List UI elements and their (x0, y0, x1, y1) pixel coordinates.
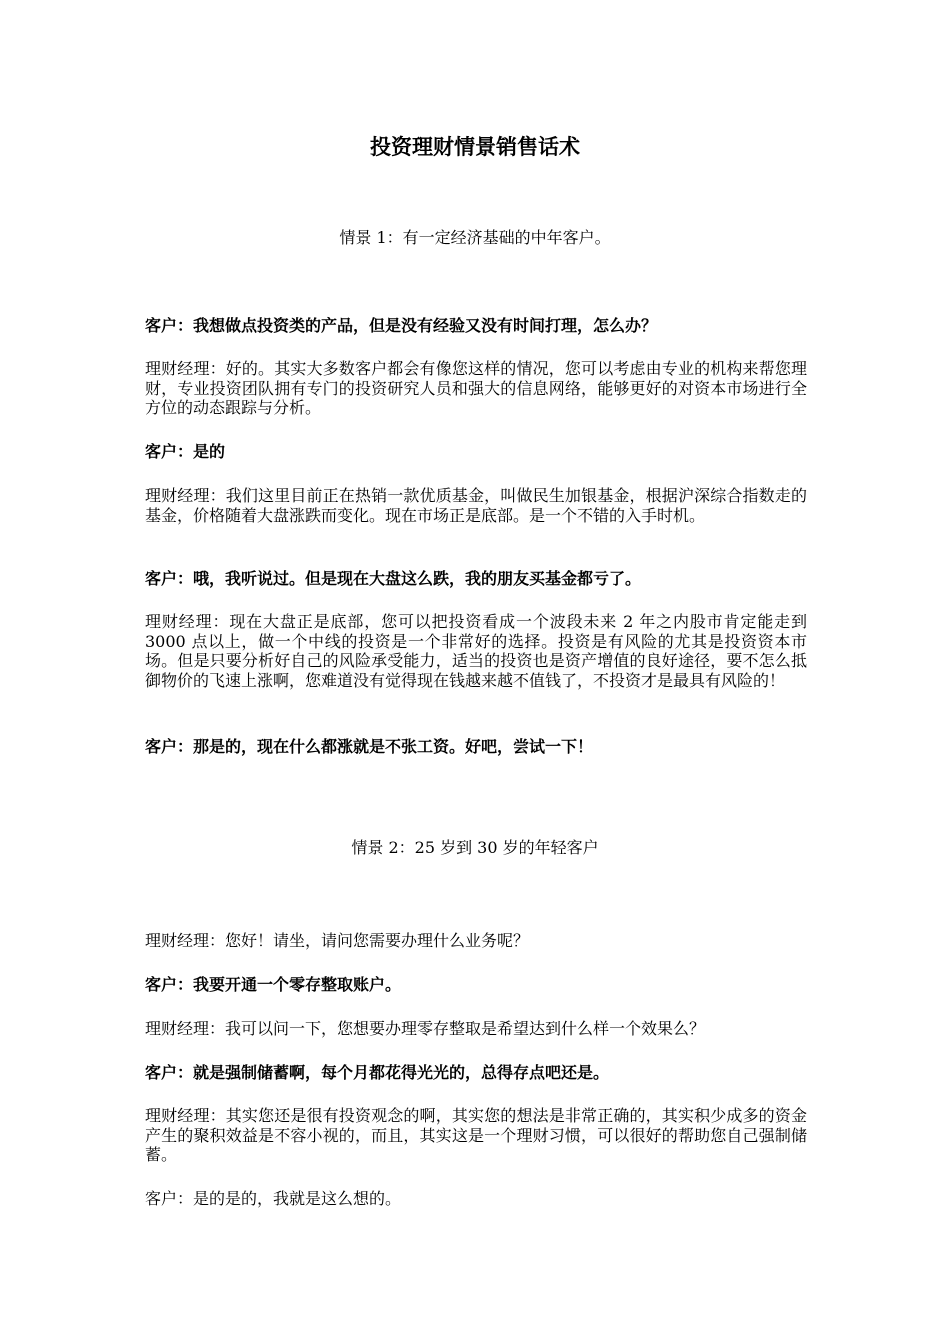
scene1-manager-line-2: 理财经理：我们这里目前正在热销一款优质基金，叫做民生加银基金，根据沪深综合指数走的基金，价格随着大盘涨跌而变化。现在市场正是底部。是一个不错的入手时机。 (145, 486, 807, 525)
scene1-customer-line-1: 客户：我想做点投资类的产品，但是没有经验又没有时间打理，怎么办？ (145, 316, 658, 335)
document-title: 投资理财情景销售话术 (370, 134, 580, 159)
scene2-manager-line-3: 理财经理：其实您还是很有投资观念的啊，其实您的想法是非常正确的，其实积少成多的资金产生的聚积效益是不容小视的，而且，其实这是一个理财习惯，可以很好的帮助您自己强制储蓄。 (145, 1106, 807, 1164)
scene1-manager-line-1: 理财经理：好的。其实大多数客户都会有像您这样的情况，您可以考虑由专业的机构来帮您理财，专业投资团队拥有专门的投资研究人员和强大的信息网络，能够更好的对资本市场进行全方位的动态跟踪与分析。 (145, 359, 807, 417)
scene1-customer-line-4: 客户：那是的，现在什么都涨就是不张工资。好吧，尝试一下！ (145, 737, 594, 756)
scene2-customer-line-2: 客户：就是强制储蓄啊，每个月都花得光光的，总得存点吧还是。 (145, 1063, 610, 1082)
scene2-heading: 情景 2：25 岁到 30 岁的年轻客户 (351, 838, 599, 857)
scene2-manager-line-2: 理财经理：我可以问一下，您想要办理零存整取是希望达到什么样一个效果么？ (145, 1019, 706, 1038)
scene2-manager-line-1: 理财经理：您好！请坐，请问您需要办理什么业务呢？ (145, 931, 530, 950)
scene1-manager-line-3: 理财经理：现在大盘正是底部，您可以把投资看成一个波段未来 2 年之内股市肯定能走到 3000 点以上，做一个中线的投资是一个非常好的选择。投资是有风险的尤其是投资资本市场。但是只要分析好自己的风险承受能力，适当的投资也是资产增值的良好途径，要不怎么抵御物价的飞速上涨啊，您难道没有觉得现在钱越来越不值钱了，不投资才是最具有风险的！ (145, 612, 807, 690)
scene1-customer-line-3: 客户：哦，我听说过。但是现在大盘这么跌，我的朋友买基金都亏了。 (145, 569, 642, 588)
scene1-customer-line-2: 客户：是的 (145, 442, 226, 461)
scene1-heading: 情景 1：有一定经济基础的中年客户。 (339, 228, 611, 247)
scene2-customer-line-1: 客户：我要开通一个零存整取账户。 (145, 975, 402, 994)
scene2-customer-line-3: 客户：是的是的，我就是这么想的。 (145, 1189, 402, 1208)
